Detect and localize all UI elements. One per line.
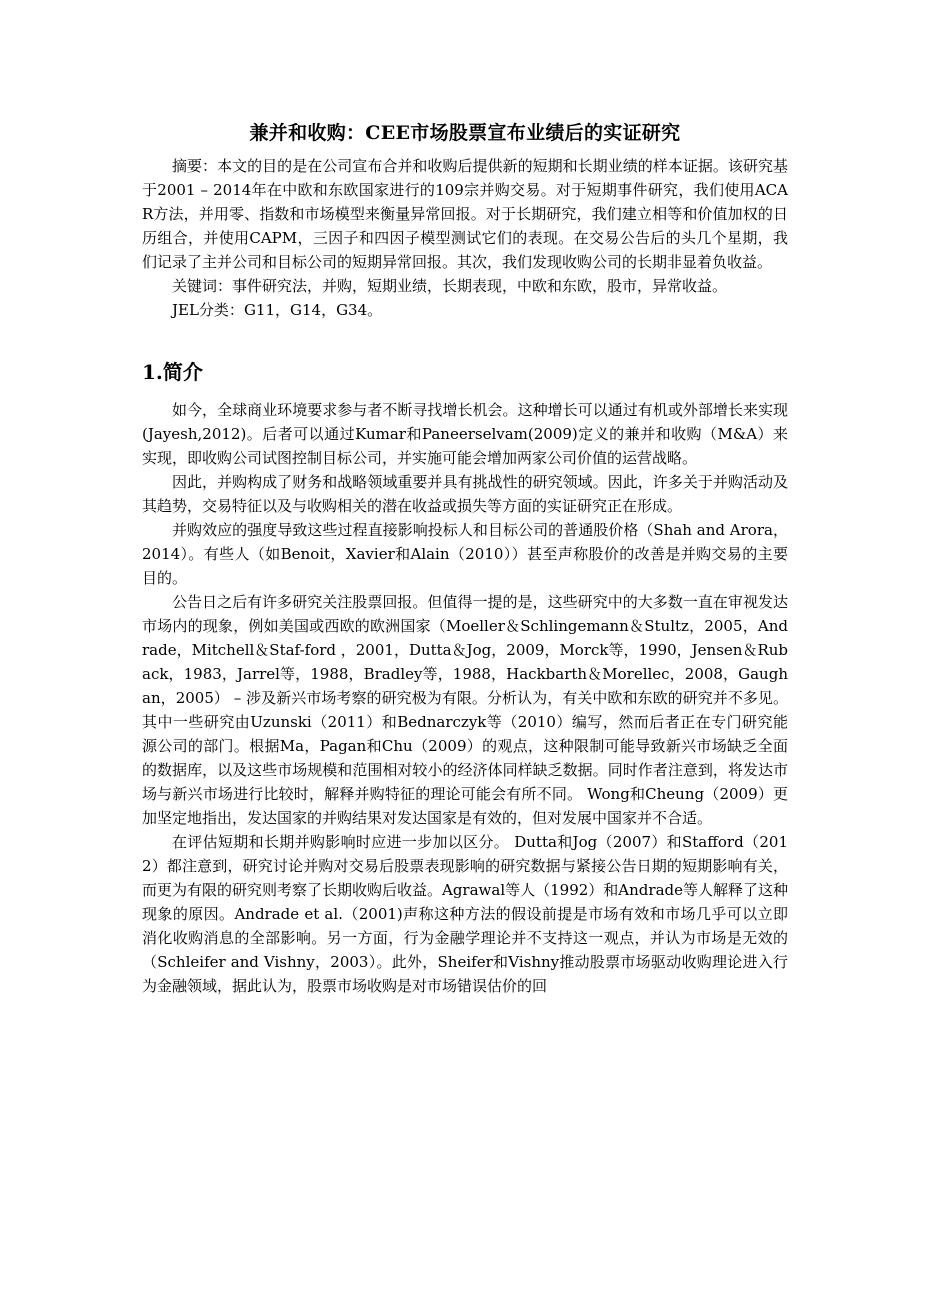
jel-label: JEL分类： <box>172 301 244 319</box>
keywords-paragraph <box>142 274 788 298</box>
body-paragraph: 公告日之后有许多研究关注股票回报。但值得一提的是，这些研究中的大多数一直在审视发达市场内的现象，例如美国或西欧的欧洲国家（Moeller＆Schlingemann＆Stultz，2005，Andrade，Mitchell＆Staf-ford ，2001，Dutta＆Jog，2009，Morck等，1990，Jensen＆Ruback，1983，Jarrel等，1988，Bradley等，1988，Hackbarth＆Morellec，2008，Gaughan，2005） – 涉及新兴市场考察的研究极为有限。分析认为，有关中欧和东欧的研究并不多见。其中一些研究由Uzunski（2011）和Bednarczyk等（2010）编写，然而后者正在专门研究能源公司的部门。根据Ma，Pagan和Chu（2009）的观点，这种限制可能导致新兴市场缺乏全面的数据库，以及这些市场规模和范围相对较小的经济体同样缺乏数据。同时作者注意到，将发达市场与新兴市场进行比较时，解释并购特征的理论可能会有所不同。 Wong和Cheung（2009）更加坚定地指出，发达国家的并购结果对发达国家是有效的，但对发展中国家并不合适。 <box>142 593 789 827</box>
paper-title: 兼并和收购：CEE市场股票宣布业绩后的实证研究 <box>249 122 681 144</box>
jel-text: G11，G14，G34。 <box>243 301 383 319</box>
keywords-label: 关键词： <box>172 277 233 295</box>
abstract-text: 本文的目的是在公司宣布合并和收购后提供新的短期和长期业绩的样本证据。该研究基于2001 – 2014年在中欧和东欧国家进行的109宗并购交易。对于短期事件研究，我们使用ACAR方法，并用零、指数和市场模型来衡量异常回报。对于长期研究，我们建立相等和价值加权的日历组合，并使用CAPM，三因子和四因子模型测试它们的表现。在交易公告后的头几个星期，我们记录了主并公司和目标公司的短期异常回报。其次，我们发现收购公司的长期非显着负收益。 <box>142 157 788 271</box>
body-paragraph: 因此，并购构成了财务和战略领域重要并具有挑战性的研究领域。因此，许多关于并购活动及其趋势，交易特征以及与收购相关的潜在收益或损失等方面的实证研究正在形成。 <box>142 473 788 515</box>
abstract-paragraph <box>142 154 788 274</box>
body-paragraph: 在评估短期和长期并购影响时应进一步加以区分。 Dutta和Jog（2007）和Stafford（2012）都注意到，研究讨论并购对交易后股票表现影响的研究数据与紧接公告日期的短期影响有关，而更为有限的研究则考察了长期收购后收益。Agrawal等人（1992）和Andrade等人解释了这种现象的原因。Andrade et al.（2001)声称这种方法的假设前提是市场有效和市场几乎可以立即消化收购消息的全部影响。另一方面，行为金融学理论并不支持这一观点，并认为市场是无效的（Schleifer and Vishny，2003）。此外，Sheifer和Vishny推动股票市场驱动收购理论进入行为金融领域，据此认为，股票市场收购是对市场错误估价的回 <box>142 833 788 995</box>
jel-paragraph <box>142 298 788 322</box>
body-paragraph: 并购效应的强度导致这些过程直接影响投标人和目标公司的普通股价格（Shah and Arora，2014）。有些人（如Benoit，Xavier和Alain（2010））甚至声称股价的改善是并购交易的主要目的。 <box>142 521 788 587</box>
body-paragraph: 如今，全球商业环境要求参与者不断寻找增长机会。这种增长可以通过有机或外部增长来实现(Jayesh,2012)。后者可以通过Kumar和Paneerselvam(2009)定义的兼并和收购（M&A）来实现，即收购公司试图控制目标公司，并实施可能会增加两家公司价值的运营战略。 <box>142 401 788 467</box>
paper-page <box>142 118 788 998</box>
keywords-text: 事件研究法，并购，短期业绩，长期表现，中欧和东欧，股市，异常收益。 <box>232 277 728 295</box>
abstract-label: 摘要： <box>172 157 218 175</box>
section-heading-introduction: 1.简介 <box>142 360 203 384</box>
